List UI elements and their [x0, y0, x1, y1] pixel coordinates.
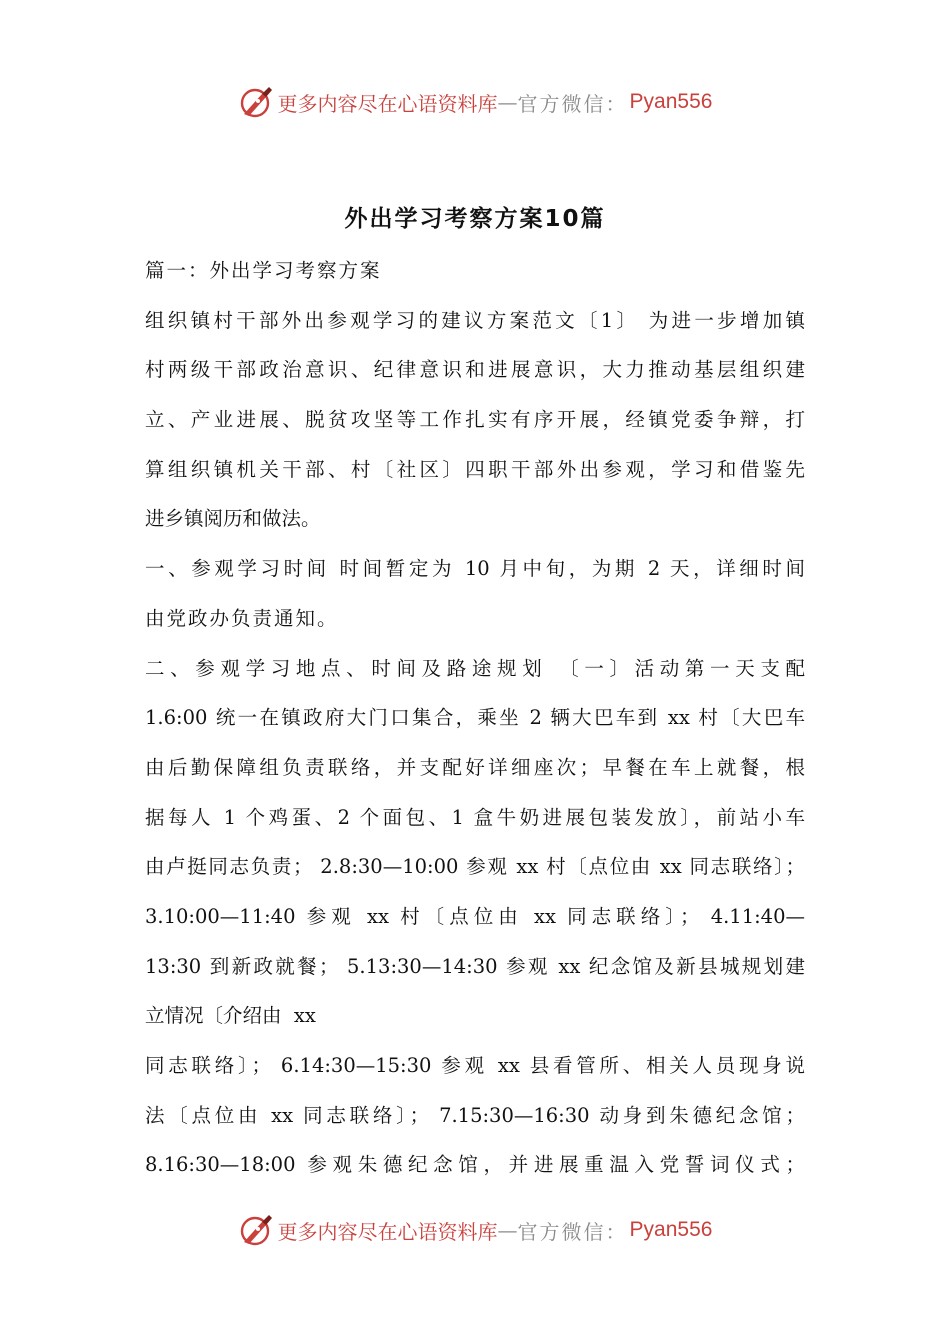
text-line: 13:30 到新政就餐； 5.13:30—14:30 参观 xx 纪念馆及新县城规划建	[145, 954, 805, 978]
pen-logo-icon	[238, 1212, 274, 1248]
banner-official-label: 官方微信：	[517, 91, 628, 116]
document-body	[145, 246, 805, 1190]
text-line: 立、产业进展、脱贫攻坚等工作扎实有序开展，经镇党委争辩，打	[145, 408, 805, 432]
text-line: 一、参观学习时间 时间暂定为 10 月中旬，为期 2 天，详细时间	[145, 557, 805, 581]
banner-wechat-id: Pyan556	[629, 1218, 713, 1241]
text-line: 村两级干部政治意识、纪律意识和进展意识，大力推动基层组织建	[145, 358, 805, 382]
text-line: 同志联络〕； 6.14:30—15:30 参观 xx 县看管所、相关人员现身说	[145, 1054, 805, 1077]
text-line: 1.6:00 统一在镇政府大门口集合，乘坐 2 辆大巴车到 xx 村〔大巴车	[145, 706, 805, 730]
pen-logo-icon	[238, 84, 274, 120]
text-line: 二、参观学习地点、时间及路途规划 〔一〕活动第一天支配	[145, 656, 805, 680]
text-line: 8.16:30—18:00 参观朱德纪念馆，并进展重温入党誓词仪式；	[145, 1153, 805, 1177]
text-line: 法〔点位由 xx 同志联络〕； 7.15:30—16:30 动身到朱德纪念馆；	[145, 1103, 805, 1127]
text-line: 立情况〔介绍由 xx	[145, 1004, 316, 1028]
text-line: 算组织镇机关干部、村〔社区〕四职干部外出参观，学习和借鉴先	[145, 457, 805, 481]
text-line: 由党政办负责通知。	[145, 606, 339, 630]
banner-text: 更多内容尽在心语资料库	[277, 91, 498, 116]
text-line: 3.10:00—11:40 参观 xx 村〔点位由 xx 同志联络〕； 4.11:40—	[145, 904, 805, 928]
text-line: 篇一：外出学习考察方案	[145, 259, 382, 282]
banner-dash: —	[497, 90, 518, 114]
text-line: 进乡镇阅历和做法。	[145, 507, 321, 531]
banner-wechat-id: Pyan556	[629, 90, 713, 113]
header-banner	[0, 82, 950, 122]
banner-official-label: 官方微信：	[517, 1219, 628, 1244]
banner-text: 更多内容尽在心语资料库	[277, 1219, 498, 1244]
text-line: 由后勤保障组负责联络，并支配好详细座次；早餐在车上就餐，根	[145, 755, 805, 779]
document-title: 外出学习考察方案10篇	[344, 206, 606, 232]
footer-banner	[0, 1210, 950, 1250]
banner-dash: —	[497, 1218, 518, 1242]
text-line: 由卢挺同志负责； 2.8:30—10:00 参观 xx 村〔点位由 xx 同志联络〕；	[145, 855, 805, 879]
text-line: 组织镇村干部外出参观学习的建议方案范文〔1〕 为进一步增加镇	[145, 308, 805, 332]
text-line: 据每人 1 个鸡蛋、2 个面包、1 盒牛奶进展包装发放〕，前站小车	[145, 805, 805, 829]
